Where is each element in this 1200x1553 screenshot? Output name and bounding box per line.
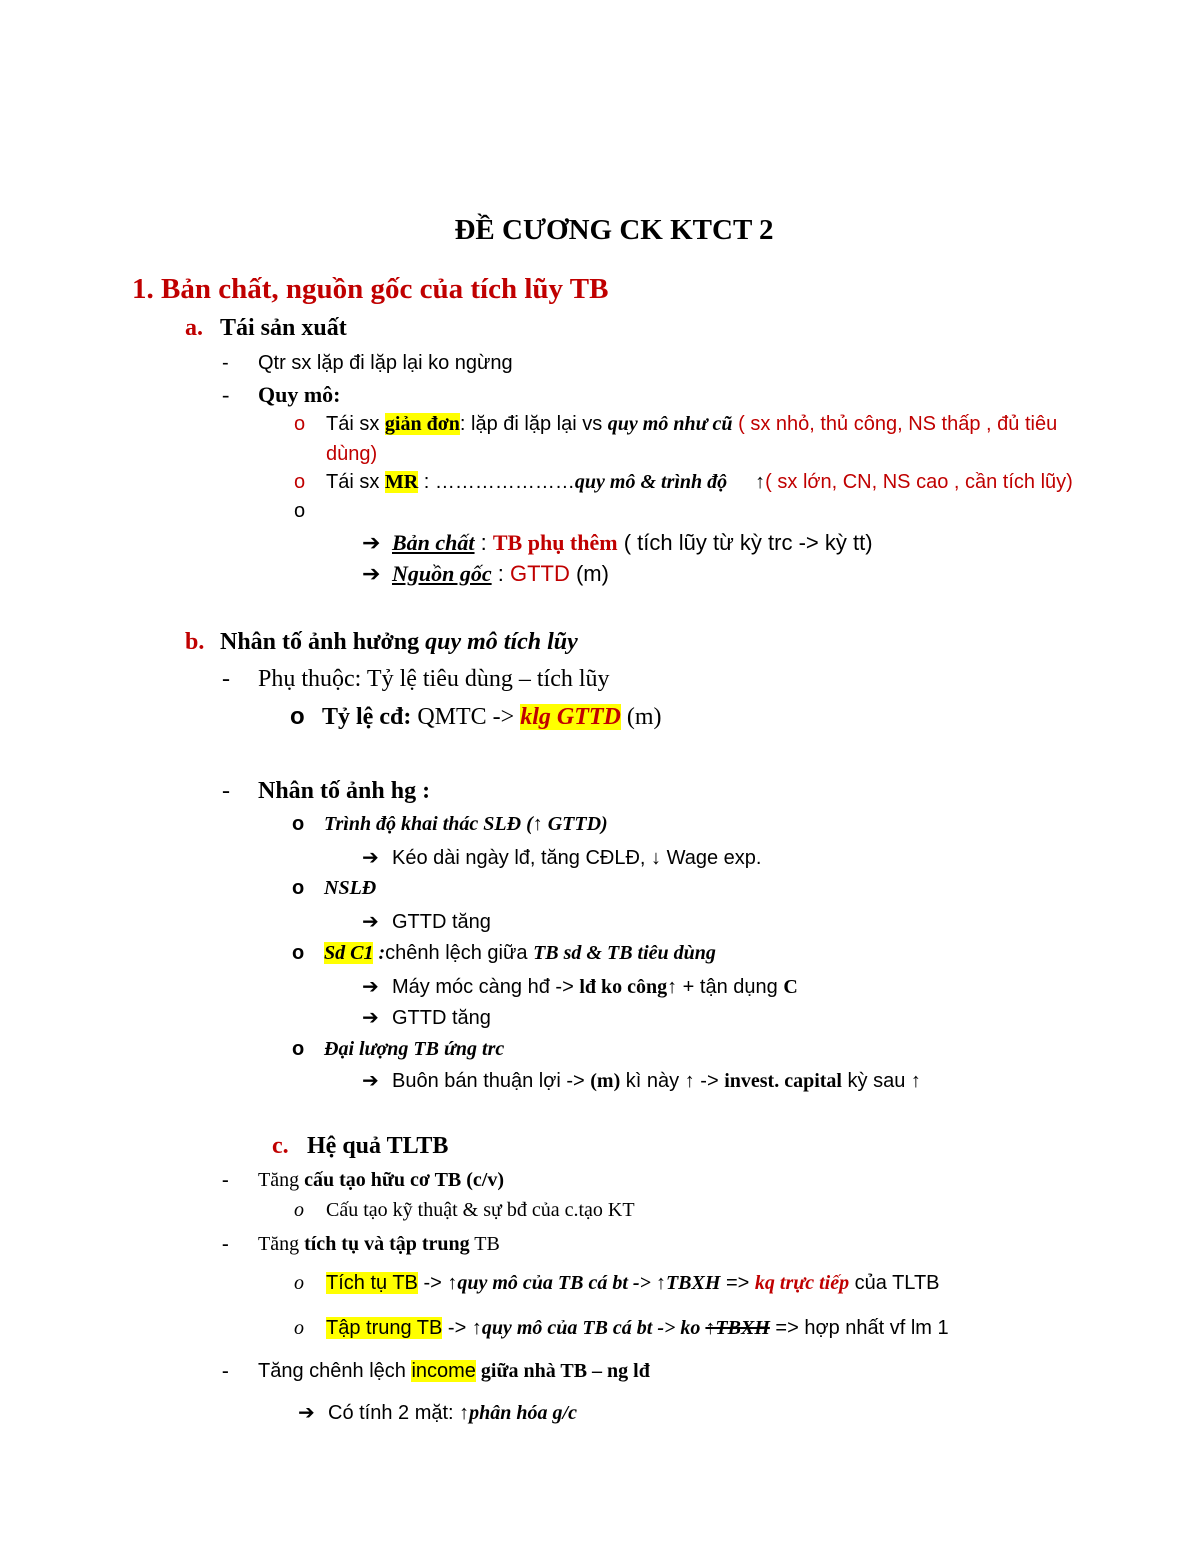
subsection-c-heading: c. Hệ quả TLTB xyxy=(272,1133,449,1159)
empty-bullet: o xyxy=(294,500,306,522)
arrow-icon: ➔ xyxy=(362,561,381,586)
list-item: o Tái sx giản đơn: lặp đi lặp lại vs quy mô như cũ ( sx nhỏ, thủ công, NS thấp , đủ tiêu xyxy=(294,413,1058,435)
subsection-a-heading xyxy=(185,315,347,343)
list-item: - Tăng tích tụ và tập trung TB xyxy=(222,1233,500,1255)
list-item: o Tích tụ TB -> ↑quy mô của TB cá bt -> ↑TBXH => kq trực tiếp của TLTB xyxy=(294,1272,940,1294)
arrow-icon: ➔ xyxy=(362,1070,379,1092)
list-item: - Quy mô: xyxy=(222,382,341,407)
list-item: o Tỷ lệ cđ: QMTC -> klg GTTD (m) xyxy=(290,703,662,730)
list-item: o NSLĐ xyxy=(292,877,377,899)
arrow-icon: ➔ xyxy=(362,911,379,933)
list-item-continued: dùng) xyxy=(326,443,378,465)
arrow-icon: ➔ xyxy=(298,1402,315,1424)
list-item: ➔ GTTD tăng xyxy=(362,1007,491,1029)
subsection-a-label: a. xyxy=(185,315,203,341)
list-item: ➔ Bản chất : TB phụ thêm ( tích lũy từ kỳ trc -> kỳ tt) xyxy=(362,530,873,555)
list-item: ➔ Kéo dài ngày lđ, tăng CĐLĐ, ↓ Wage exp. xyxy=(362,847,762,869)
arrow-icon: ➔ xyxy=(362,976,379,998)
list-item: - Qtr sx lặp đi lặp lại ko ngừng xyxy=(222,352,513,374)
list-item: o Trình độ khai thác SLĐ (↑ GTTD) xyxy=(292,813,608,835)
list-item: ➔ GTTD tăng xyxy=(362,911,491,933)
subsection-a-title: Tái sản xuất xyxy=(220,315,347,341)
list-item: o Cấu tạo kỹ thuật & sự bđ của c.tạo KT xyxy=(294,1199,635,1221)
arrow-icon: ➔ xyxy=(362,1007,379,1029)
list-item: - Phụ thuộc: Tỷ lệ tiêu dùng – tích lũy xyxy=(222,666,610,692)
section-1-heading: 1. Bản chất, nguồn gốc của tích lũy TB xyxy=(132,273,609,305)
list-item: ➔ Buôn bán thuận lợi -> (m) kì này ↑ -> invest. capital kỳ sau ↑ xyxy=(362,1070,921,1092)
subsection-b-heading: b. Nhân tố ảnh hưởng quy mô tích lũy xyxy=(185,629,578,655)
list-item: - Tăng chênh lệch income giữa nhà TB – ng lđ xyxy=(222,1360,650,1382)
list-item: o Tái sx MR : …………………quy mô & trình độ ↑( sx lớn, CN, NS cao , cần tích lũy) xyxy=(294,471,1073,493)
list-item: ➔ Có tính 2 mặt: ↑phân hóa g/c xyxy=(298,1402,577,1424)
list-item: o Tập trung TB -> ↑quy mô của TB cá bt -> ko ↑TBXH => hợp nhất vf lm 1 xyxy=(294,1317,949,1339)
list-item: ➔ Máy móc càng hđ -> lđ ko công↑ + tận dụng C xyxy=(362,976,798,998)
list-item: o Sd C1 :chênh lệch giữa TB sd & TB tiêu dùng xyxy=(292,942,716,964)
arrow-icon: ➔ xyxy=(362,847,379,869)
arrow-icon: ➔ xyxy=(362,530,381,555)
list-item: - Nhân tố ảnh hg : xyxy=(222,778,431,804)
list-item: - Tăng cấu tạo hữu cơ TB (c/v) xyxy=(222,1169,505,1191)
list-item: ➔ Nguồn gốc : GTTD (m) xyxy=(362,561,609,586)
list-item: o Đại lượng TB ứng trc xyxy=(292,1038,505,1060)
document-title: ĐỀ CƯƠNG CK KTCT 2 xyxy=(454,214,774,246)
